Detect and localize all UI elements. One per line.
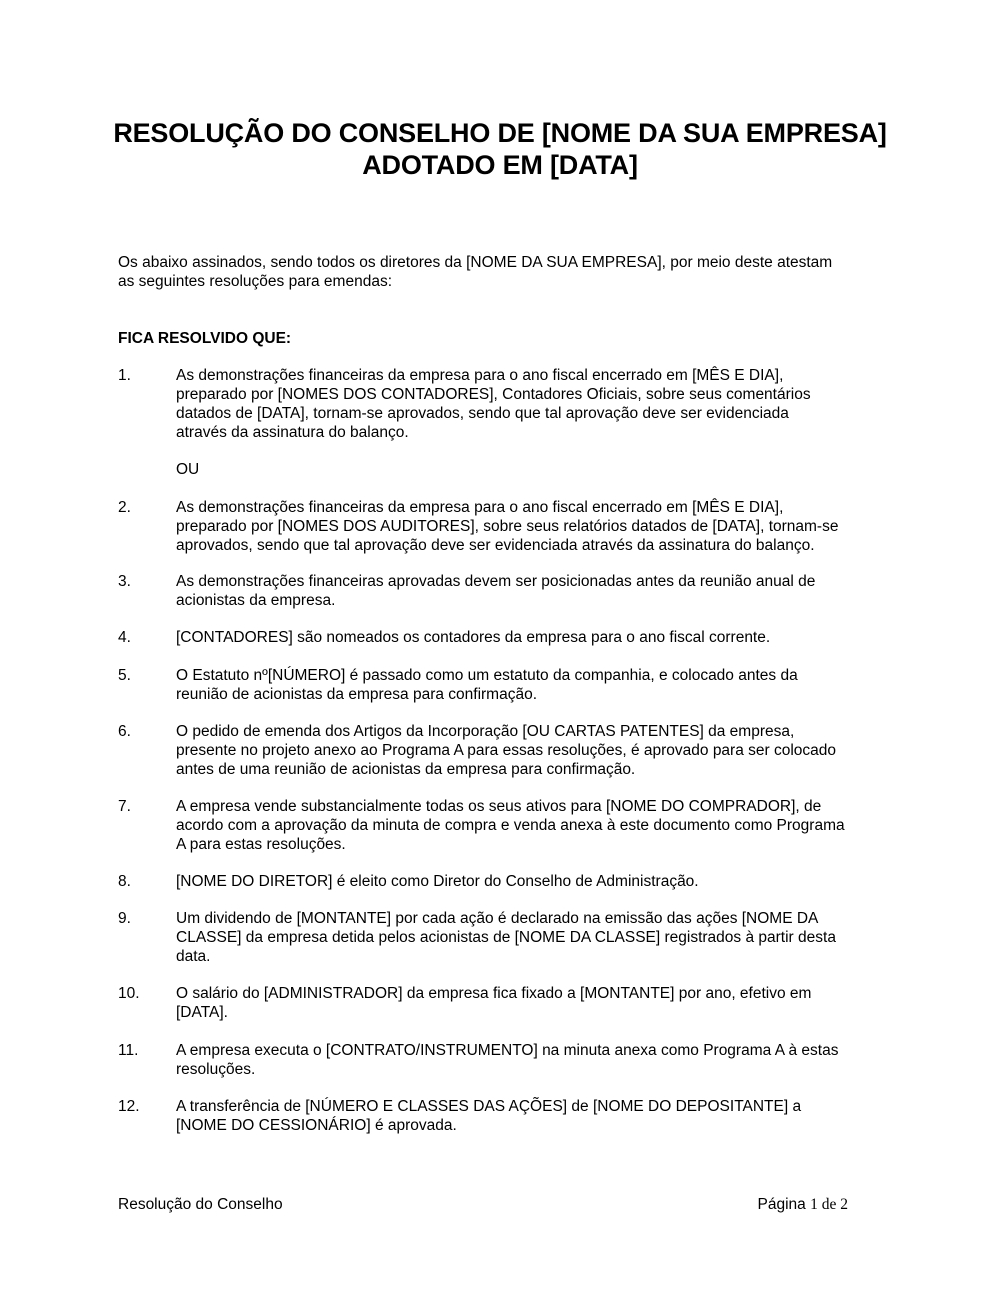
item-line: O pedido de emenda dos Artigos da Incorporação [OU CARTAS PATENTES] da empresa, (176, 723, 795, 740)
item-number: 8. (118, 873, 131, 890)
item-line: As demonstrações financeiras aprovadas devem ser posicionadas antes da reunião anual de (176, 573, 816, 590)
item-number: 10. (118, 985, 140, 1002)
item-line: A empresa executa o [CONTRATO/INSTRUMENTO] na minuta anexa como Programa A à estas (176, 1042, 839, 1059)
item-line: O salário do [ADMINISTRADOR] da empresa fica fixado a [MONTANTE] por ano, efetivo em (176, 985, 812, 1002)
document-title (100, 117, 900, 181)
title-line-1: RESOLUÇÃO DO CONSELHO DE [NOME DA SUA EMPRESA] (113, 118, 887, 148)
footer-document-name: Resolução do Conselho (118, 1196, 283, 1213)
item-line: OU (176, 461, 200, 478)
item-line: acordo com a aprovação da minuta de compra e venda anexa à este documento como Programa (176, 817, 845, 834)
item-line: aprovados, sendo que tal aprovação deve ser evidenciada através da assinatura do balanço. (176, 537, 815, 554)
item-text (176, 1041, 898, 1079)
item-number: 3. (118, 573, 131, 590)
item-number: 11. (118, 1042, 139, 1059)
item-number: 4. (118, 629, 131, 646)
item-number: 12. (118, 1098, 140, 1115)
item-number: 5. (118, 667, 131, 684)
item-line: preparado por [NOMES DOS CONTADORES], Contadores Oficiais, sobre seus comentários (176, 386, 811, 403)
item-line: [DATA]. (176, 1004, 228, 1021)
item-line: acionistas da empresa. (176, 592, 336, 609)
item-number: 1. (118, 367, 131, 384)
item-line: As demonstrações financeiras da empresa para o ano fiscal encerrado em [MÊS E DIA], (176, 367, 784, 384)
item-line: datados de [DATA], tornam-se aprovados, sendo que tal aprovação deve ser evidenciada (176, 405, 789, 422)
item-line: As demonstrações financeiras da empresa para o ano fiscal encerrado em [MÊS E DIA], (176, 499, 784, 516)
intro-paragraph (118, 253, 898, 291)
item-number: 7. (118, 798, 131, 815)
item-line: A empresa vende substancialmente todas os seus ativos para [NOME DO COMPRADOR], de (176, 798, 822, 815)
item-line: através da assinatura do balanço. (176, 424, 409, 441)
page-number (758, 1195, 848, 1214)
item-line: [CONTADORES] são nomeados os contadores da empresa para o ano fiscal corrente. (176, 629, 771, 646)
item-text (176, 666, 898, 704)
item-text (176, 366, 898, 442)
item-line: presente no projeto anexo ao Programa A para essas resoluções, é aprovado para ser colocado (176, 742, 837, 759)
item-number: 6. (118, 723, 131, 740)
item-line: Um dividendo de [MONTANTE] por cada ação é declarado na emissão das ações [NOME DA (176, 910, 819, 927)
item-text (176, 572, 898, 610)
item-line: preparado por [NOMES DOS AUDITORES], sobre seus relatórios datados de [DATA], tornam-se (176, 518, 839, 535)
item-text (176, 909, 898, 966)
item-line: antes de uma reunião de acionistas da empresa para confirmação. (176, 761, 636, 778)
item-line: CLASSE] da empresa detida pelos acionistas de [NOME DA CLASSE] registrados à partir desta (176, 929, 836, 946)
item-text (176, 722, 898, 779)
item-number: 9. (118, 910, 131, 927)
page-separator: de (817, 1196, 841, 1213)
item-text (176, 984, 898, 1022)
item-line: reunião de acionistas da empresa para confirmação. (176, 686, 538, 703)
item-line: O Estatuto nº[NÚMERO] é passado como um estatuto da companhia, e colocado antes da (176, 667, 798, 684)
item-text (176, 872, 898, 891)
item-line: data. (176, 948, 211, 965)
item-text (176, 628, 898, 647)
or-text (176, 460, 898, 479)
item-text (176, 1097, 898, 1135)
page-total: 2 (840, 1196, 848, 1213)
item-number: 2. (118, 499, 131, 516)
item-line: [NOME DO CESSIONÁRIO] é aprovada. (176, 1117, 457, 1134)
intro-line-1: Os abaixo assinados, sendo todos os diretores da [NOME DA SUA EMPRESA], por meio deste atestam (118, 254, 833, 271)
item-text (176, 797, 898, 854)
intro-line-2: as seguintes resoluções para emendas: (118, 273, 392, 290)
title-line-2: ADOTADO EM [DATA] (362, 150, 638, 180)
resolved-heading: FICA RESOLVIDO QUE: (118, 330, 292, 347)
page-label: Página (757, 1196, 811, 1213)
item-text (176, 498, 898, 555)
page-current: 1 (810, 1196, 818, 1213)
item-line: A para estas resoluções. (176, 836, 346, 853)
item-line: resoluções. (176, 1061, 256, 1078)
item-line: A transferência de [NÚMERO E CLASSES DAS AÇÕES] de [NOME DO DEPOSITANTE] a (176, 1098, 802, 1115)
item-line: [NOME DO DIRETOR] é eleito como Diretor do Conselho de Administração. (176, 873, 699, 890)
